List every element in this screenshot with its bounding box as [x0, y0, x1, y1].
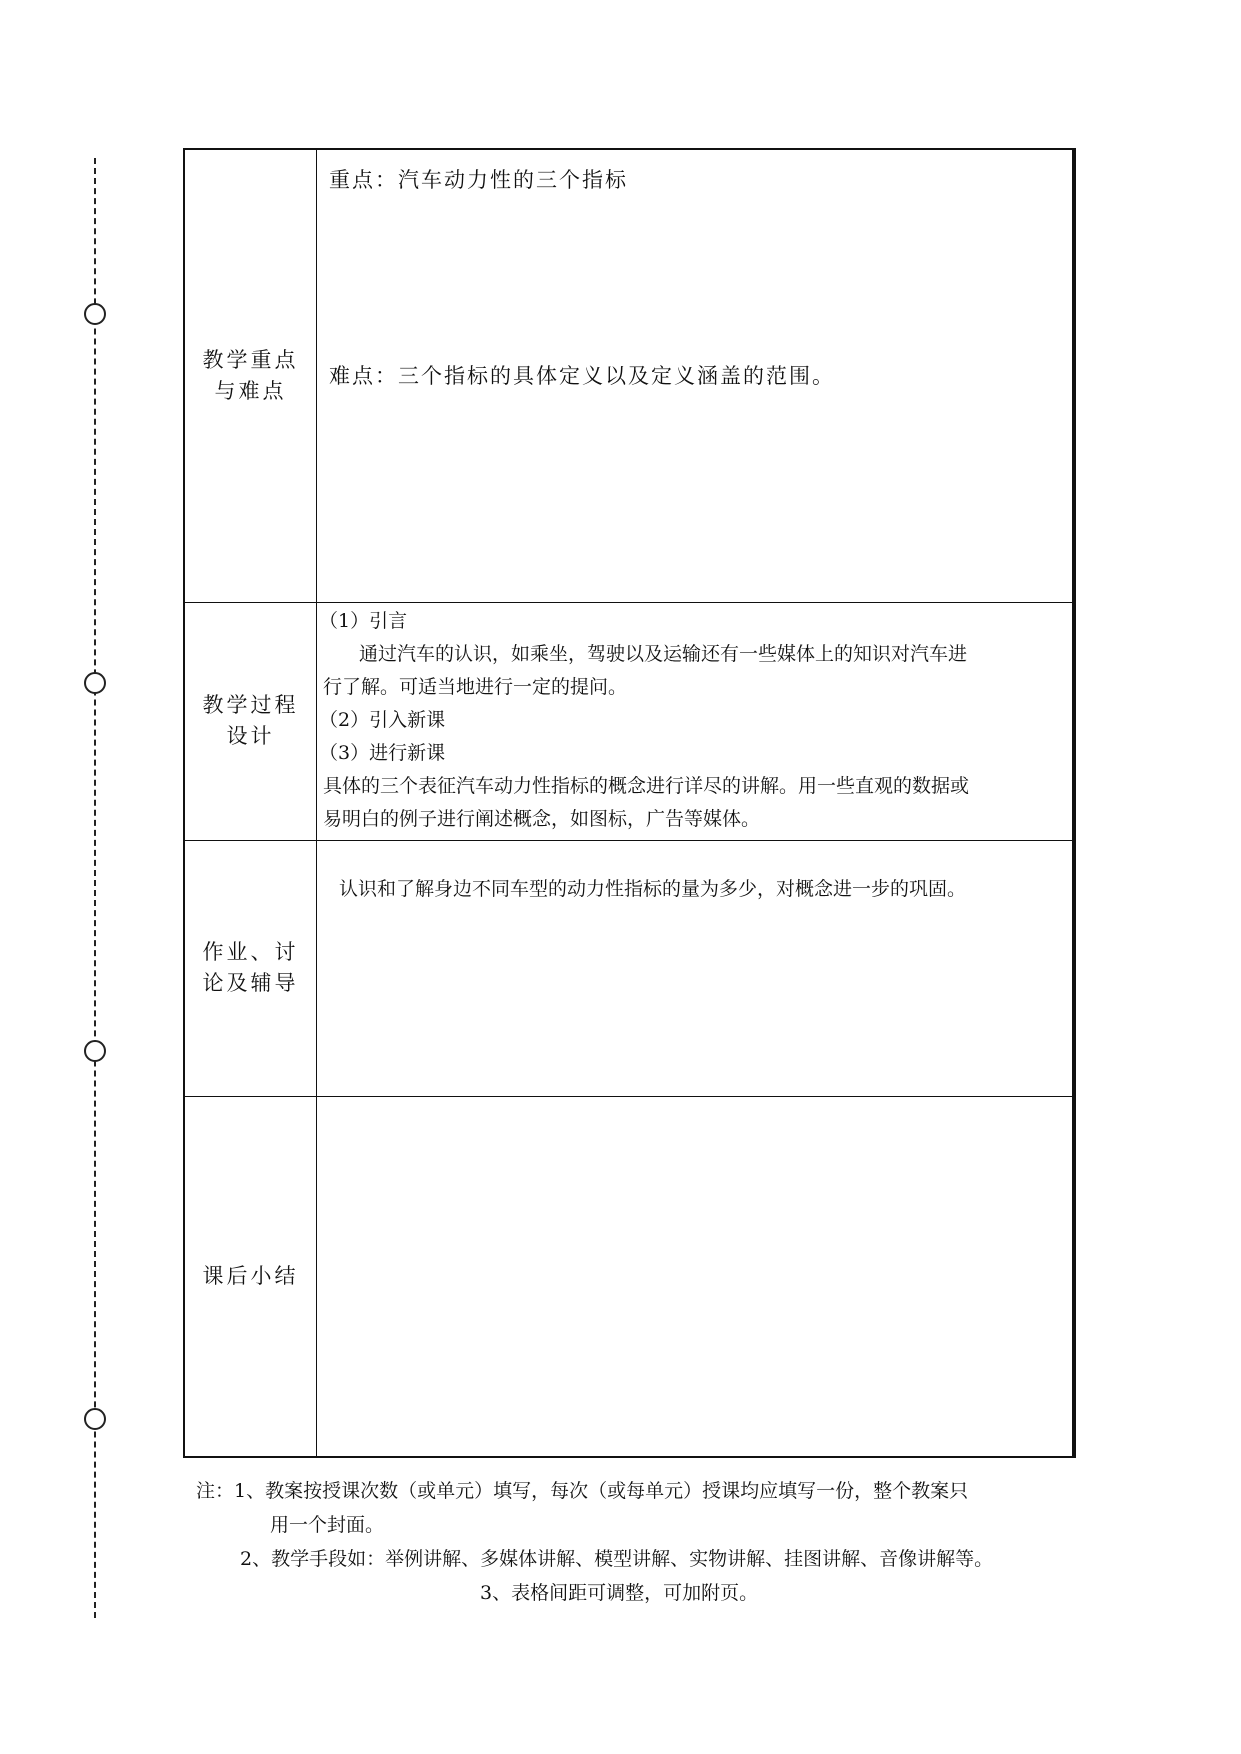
label-line: 课后小结: [202, 1263, 299, 1288]
process-line: （1）引言: [319, 610, 408, 632]
row-content: [317, 150, 1072, 602]
binding-hole-2: [84, 672, 106, 694]
lesson-plan-table: [183, 148, 1076, 1458]
homework-text: 认识和了解身边不同车型的动力性指标的量为多少，对概念进一步的巩固。: [339, 878, 967, 900]
table-row-key-points: [185, 150, 1072, 603]
row-content: [317, 840, 1072, 1096]
row-label: [185, 1096, 317, 1456]
label-line: 论及辅导: [202, 971, 299, 995]
process-line: （2）引入新课: [319, 709, 446, 731]
row-content: [317, 602, 1072, 840]
process-line: 行了解。可适当地进行一定的提问。: [323, 676, 628, 698]
binding-hole-3: [84, 1040, 106, 1062]
table-row-teaching-process: [185, 602, 1072, 841]
label-line: 与难点: [214, 379, 287, 403]
table-row-summary: [185, 1096, 1072, 1456]
note-line-4: 3、表格间距可调整，可加附页。: [480, 1582, 759, 1604]
label-line: 作业、讨: [202, 940, 299, 964]
process-line: 具体的三个表征汽车动力性指标的概念进行详尽的讲解。用一些直观的数据或: [323, 775, 970, 797]
difficulty-text: 难点：三个指标的具体定义以及定义涵盖的范围。: [329, 364, 835, 388]
process-line: 易明白的例子进行阐述概念，如图标，广告等媒体。: [323, 808, 761, 830]
note-line-2: 用一个封面。: [270, 1514, 385, 1536]
row-content: [317, 1096, 1072, 1456]
table-row-homework: [185, 840, 1072, 1097]
binding-line: [94, 158, 96, 1618]
binding-hole-4: [84, 1408, 106, 1430]
label-line: 教学过程: [202, 693, 299, 717]
row-label: [185, 602, 317, 840]
row-label: [185, 150, 317, 602]
row-label: [185, 840, 317, 1096]
label-line: 设计: [226, 724, 275, 748]
label-line: 教学重点: [202, 348, 299, 372]
key-point-text: 重点：汽车动力性的三个指标: [329, 168, 628, 192]
note-line-1: 注：1、教案按授课次数（或单元）填写，每次（或每单元）授课均应填写一份，整个教案只: [196, 1480, 969, 1502]
process-line: 通过汽车的认识，如乘坐，驾驶以及运输还有一些媒体上的知识对汽车进: [359, 643, 968, 665]
binding-hole-1: [84, 303, 106, 325]
process-line: （3）进行新课: [319, 742, 446, 764]
note-line-3: 2、教学手段如：举例讲解、多媒体讲解、模型讲解、实物讲解、挂图讲解、音像讲解等。: [240, 1548, 994, 1570]
